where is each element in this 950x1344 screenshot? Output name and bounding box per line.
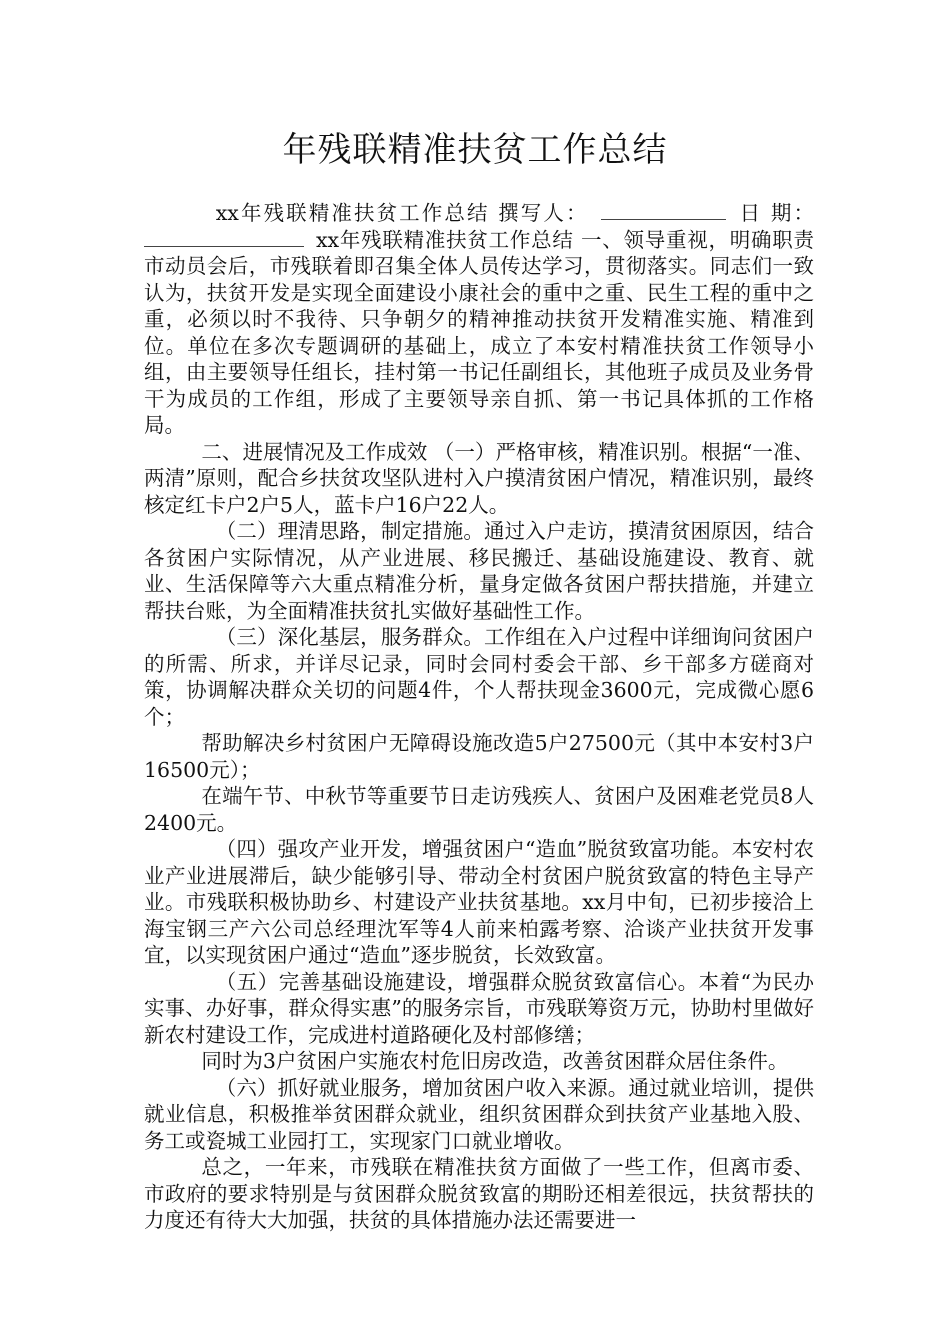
paragraph-grassroots: （三）深化基层，服务群众。工作组在入户过程中详细询问贫困户的所需、所求，并详尽记录，同时会同村委会干部、乡干部多方磋商对策，协调解决群众关切的问题4件，个人帮扶现金3600元，完成微心愿6个； bbox=[144, 625, 814, 729]
document-title: 年残联精准扶贫工作总结 bbox=[282, 130, 668, 170]
paragraph-housing: 同时为3户贫困户实施农村危旧房改造，改善贫困群众居住条件。 bbox=[201, 1049, 789, 1073]
paragraph-accessibility: 帮助解决乡村贫困户无障碍设施改造5户27500元（其中本安村3户16500元）； bbox=[144, 731, 814, 782]
paragraph-industry: （四）强攻产业开发，增强贫困户“造血”脱贫致富功能。本安村农业产业进展滞后，缺少能够引导、带动全村贫困户脱贫致富的特色主导产业。市残联积极协助乡、村建设产业扶贫基地。xx月中旬，已初步接洽上海宝钢三产六公司总经理沈军等4人前来柏露考察、洽谈产业扶贫开发事宜，以实现贫困户通过“造血”逐步脱贫，长效致富。 bbox=[144, 837, 814, 967]
paragraph-clarify: （二）理清思路，制定措施。通过入户走访，摸清贫困原因，结合各贫困户实际情况，从产业进展、移民搬迁、基础设施建设、教育、就业、生活保障等六大重点精准分析，量身定做各贫困户帮扶措施，并建立帮扶台账，为全面精准扶贫扎实做好基础性工作。 bbox=[144, 519, 814, 623]
header-paragraph bbox=[144, 200, 814, 439]
document-body bbox=[144, 200, 814, 1234]
paragraph-festival-visits: 在端午节、中秋节等重要节日走访残疾人、贫困户及困难老党员8人2400元。 bbox=[144, 784, 814, 835]
section-one-text: xx年残联精准扶贫工作总结 一、领导重视，明确职责 市动员会后，市残联着即召集全体人员传达学习，贯彻落实。同志们一致认为，扶贫开发是实现全面建设小康社会的重中之重、民生工程的重中之重，必须以时不我待、只争朝夕的精神推动扶贫开发精准实施、精准到位。单位在多次专题调研的基础上，成立了本安村精准扶贫工作领导小组，由主要领导任组长，挂村第一书记任副组长，其他班子成员及业务骨干为成员的工作组，形成了主要领导亲自抓、第一书记具体抓的工作格局。 bbox=[144, 227, 814, 437]
intro-text: xx年残联精准扶贫工作总结 撰写人： bbox=[215, 201, 589, 225]
paragraph-progress: 二、进展情况及工作成效 （一）严格审核，精准识别。根据“一准、两清”原则，配合乡扶贫攻坚队进村入户摸清贫困户情况，精准识别，最终核定红卡户2户5人，蓝卡户16户22人。 bbox=[144, 439, 814, 517]
paragraph-infrastructure: （五）完善基础设施建设，增强群众脱贫致富信心。本着“为民办实事、办好事，群众得实惠”的服务宗旨，市残联筹资万元，协助村里做好新农村建设工作，完成进村道路硬化及村部修缮； bbox=[144, 969, 814, 1047]
date-blank bbox=[144, 228, 304, 247]
date-label: 日 期： bbox=[737, 201, 814, 225]
paragraph-summary: 总之，一年来，市残联在精准扶贫方面做了一些工作，但离市委、市政府的要求特别是与贫困群众脱贫致富的期盼还相差很远，扶贫帮扶的力度还有待大大加强，扶贫的具体措施办法还需要进一 bbox=[144, 1155, 814, 1232]
author-blank bbox=[601, 201, 726, 220]
paragraph-employment: （六）抓好就业服务，增加贫困户收入来源。通过就业培训，提供就业信息，积极推举贫困群众就业，组织贫困群众到扶贫产业基地入股、务工或瓷城工业园打工，实现家门口就业增收。 bbox=[144, 1075, 814, 1153]
